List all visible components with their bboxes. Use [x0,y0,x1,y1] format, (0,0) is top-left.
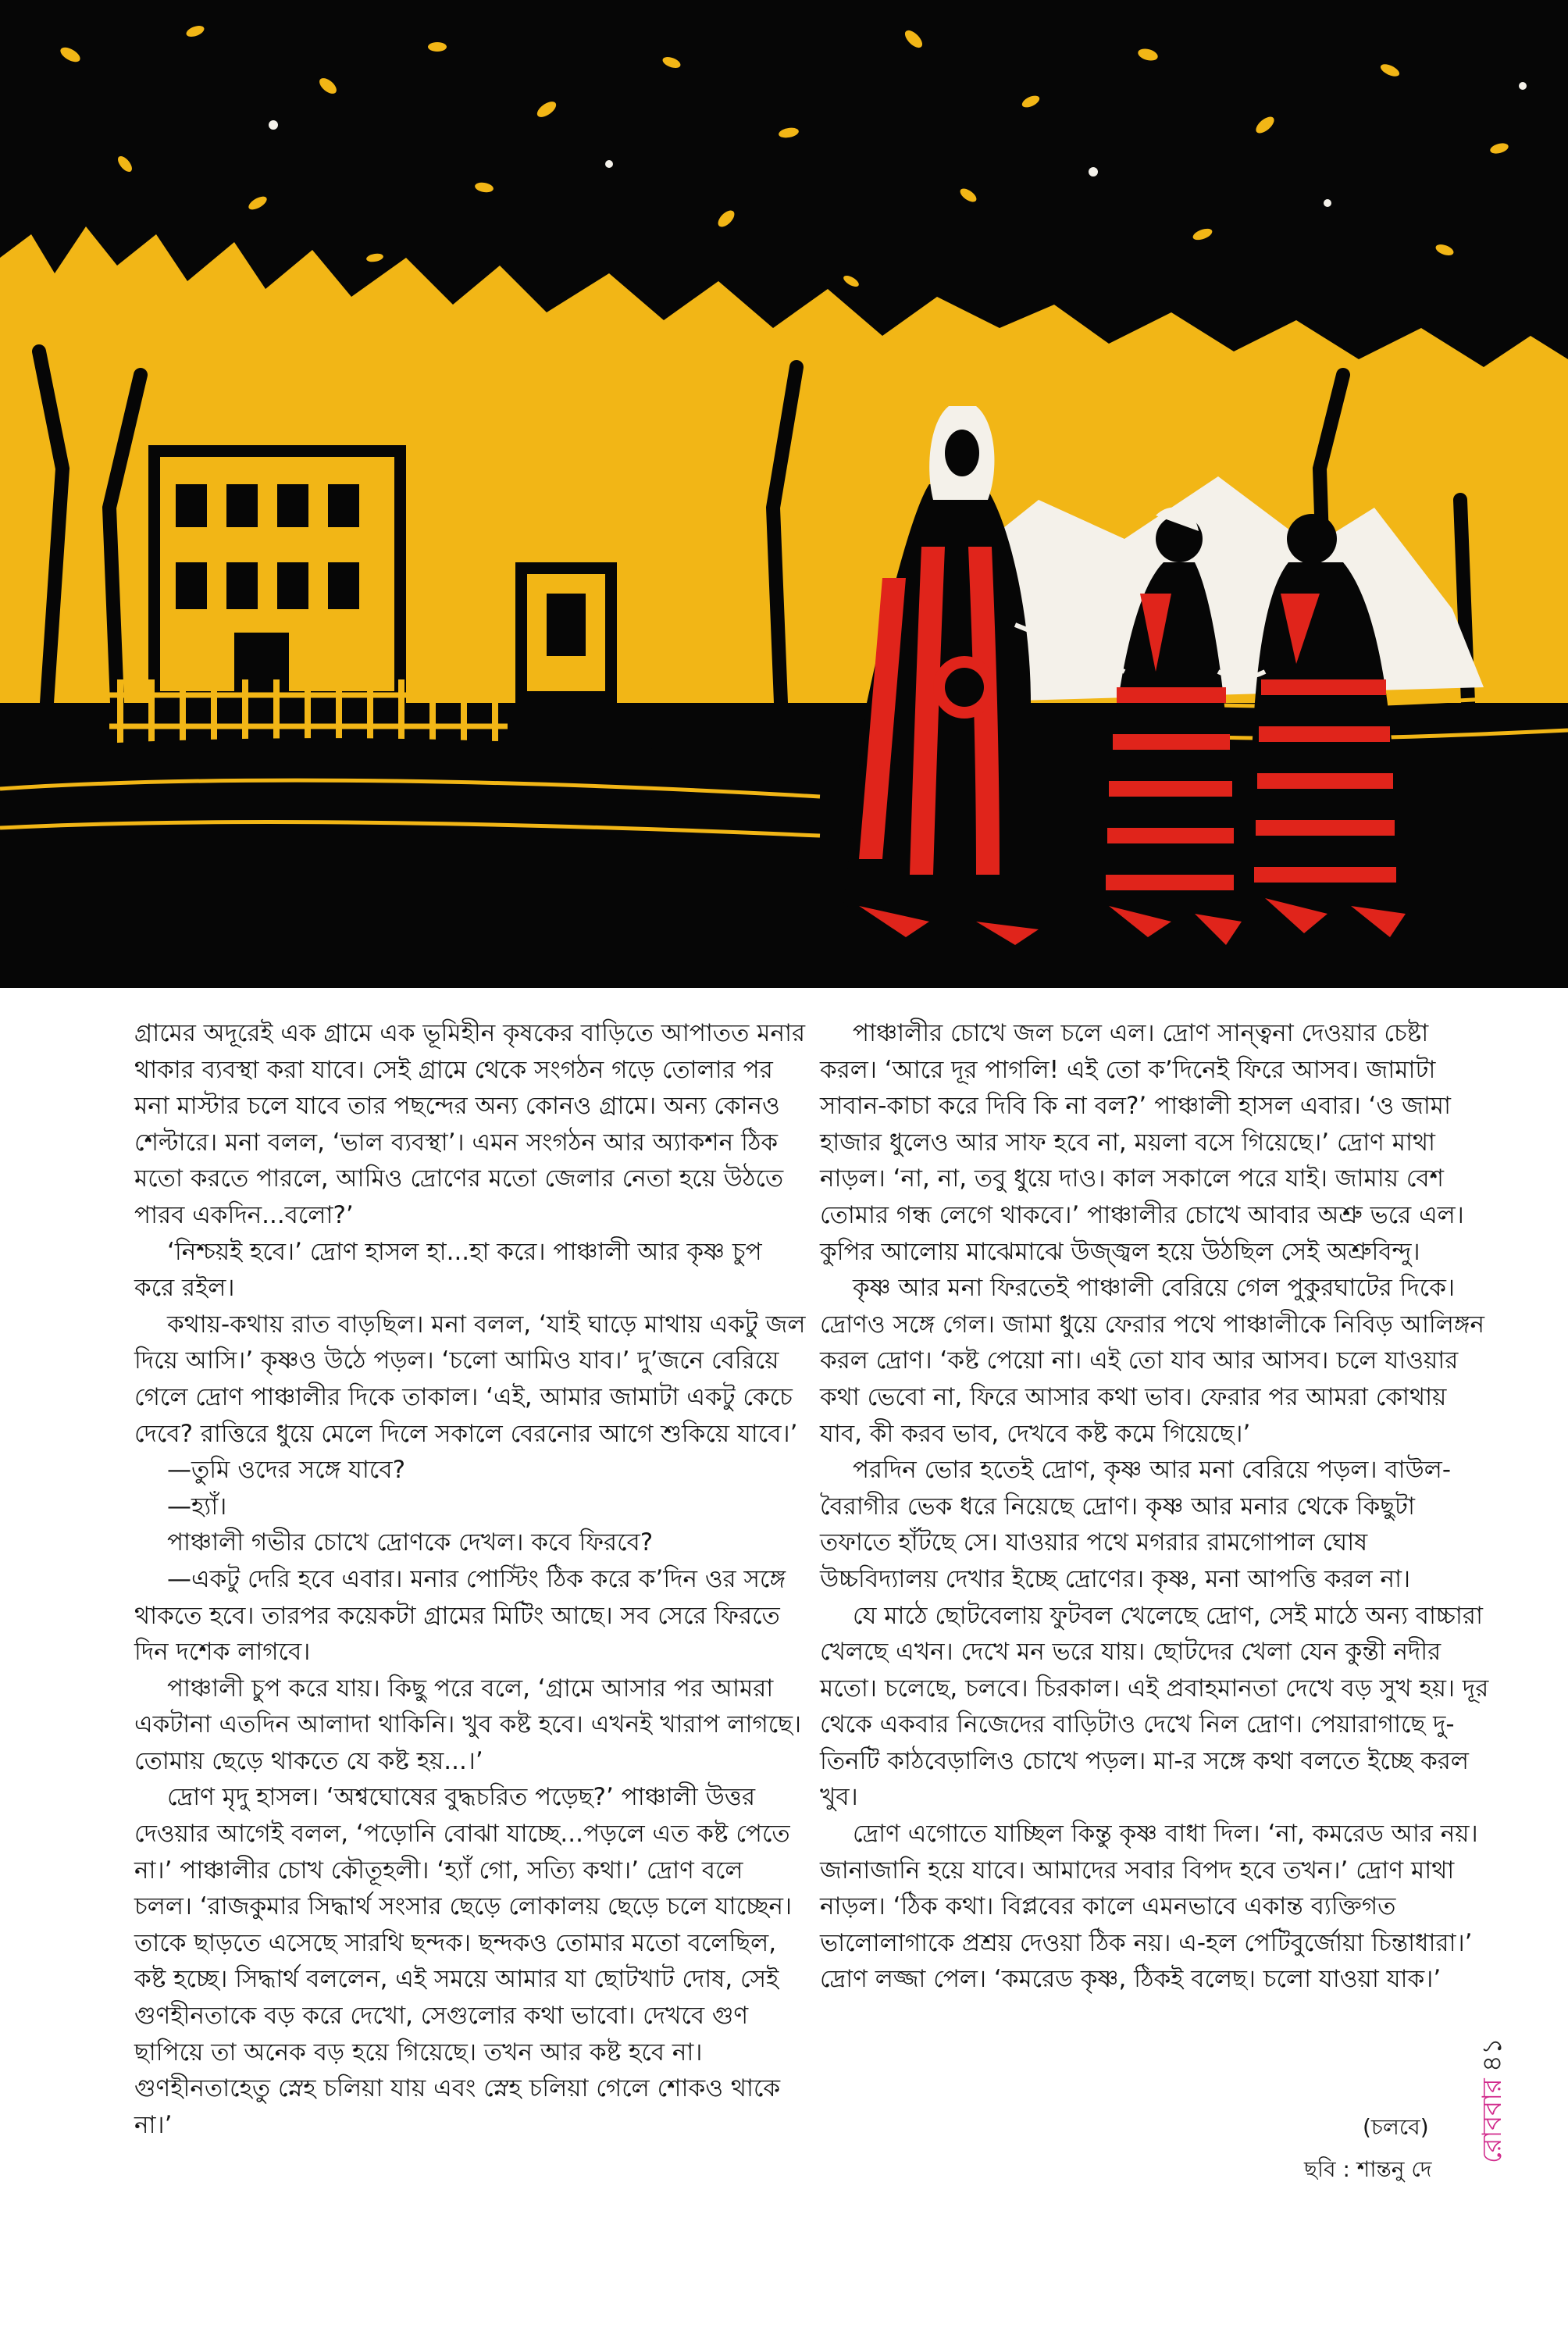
magazine-masthead [1472,2038,1516,2163]
left-text-column [134,1015,806,2143]
paragraph: পরদিন ভোর হতেই দ্রোণ, কৃষ্ণ আর মনা বেরিয়ে পড়ল। বাউল-বৈরাগীর ভেক ধরে নিয়েছে দ্রোণ। কৃষ্ণ আর মনার থেকে কিছুটা তফাতে হাঁটছে সে। যাওয়ার পথে মগরার রামগোপাল ঘোষ উচ্চবিদ্যালয় দেখার ইচ্ছে দ্রোণের। কৃষ্ণ, মনা আপত্তি করল না। [820,1456,1452,1593]
paragraph: —তুমি ওদের সঙ্গে যাবে? [167,1456,406,1485]
paragraph: দ্রোণ এগোতে যাচ্ছিল কিন্তু কৃষ্ণ বাধা দিল। ‘না, কমরেড আর নয়। জানাজানি হয়ে যাবে। আমাদের সবার বিপদ হবে তখন।’ দ্রোণ মাথা নাড়ল। ‘ঠিক কথা। বিপ্লবের কালে এমনভাবে একান্ত ব্যক্তিগত ভালোলাগাকে প্রশ্রয় দেওয়া ঠিক নয়। এ-হল পেটিবুর্জোয়া চিন্তাধারা।’ দ্রোণ লজ্জা পেল। ‘কমরেড কৃষ্ণ, ঠিকই বলেছ। চলো যাওয়া যাক।’ [820,1820,1478,1994]
paragraph: —একটু দেরি হবে এবার। মনার পোস্টিং ঠিক করে ক’দিন ওর সঙ্গে থাকতে হবে। তারপর কয়েকটা গ্রামের মিটিং আছে। সব সেরে ফিরতে দিন দশেক লাগবে। [134,1564,786,1667]
right-text-column [820,1015,1491,1998]
paragraph: কৃষ্ণ আর মনা ফিরতেই পাঞ্চালী বেরিয়ে গেল পুকুরঘাটের দিকে। দ্রোণও সঙ্গে গেল। জামা ধুয়ে ফেরার পথে পাঞ্চালীকে নিবিড় আলিঙ্গন করল দ্রোণ। ‘কষ্ট পেয়ো না। এই তো যাব আর আসব। চলে যাওয়ার কথা ভেবো না, ফিরে আসার কথা ভাব। ফেরার পর আমরা কোথায় যাব, কী করব ভাব, দেখবে কষ্ট কমে গিয়েছে।’ [820,1274,1484,1448]
page-number: ৪১ [1477,2038,1508,2073]
illustration-credit: ছবি : শান্তনু দে [1304,2156,1432,2182]
paragraph: —হ্যাঁ। [167,1492,227,1521]
paragraph: ‘নিশ্চয়ই হবে।’ দ্রোণ হাসল হা...হা করে। পাঞ্চালী আর কৃষ্ণ চুপ করে রইল। [134,1237,762,1303]
paragraph: পাঞ্চালী চুপ করে যায়। কিছু পরে বলে, ‘গ্রামে আসার পর আমরা একটানা এতদিন আলাদা থাকিনি। খুব কষ্ট হবে। এখনই খারাপ লাগছে। তোমায় ছেড়ে থাকতে যে কষ্ট হয়...।’ [134,1674,802,1775]
paragraph: পাঞ্চালী গভীর চোখে দ্রোণকে দেখল। কবে ফিরবে? [167,1528,654,1557]
continued-note: (চলবে) [1363,2114,1429,2140]
paragraph: কথায়-কথায় রাত বাড়ছিল। মনা বলল, ‘যাই ঘাড়ে মাথায় একটু জল দিয়ে আসি।’ কৃষ্ণও উঠে পড়ল। ‘চলো আমিও যাব।’ দু’জনে বেরিয়ে গেলে দ্রোণ পাঞ্চালীর দিকে তাকাল। ‘এই, আমার জামাটা একটু কেচে দেবে? রাত্তিরে ধুয়ে মেলে দিলে সকালে বেরনোর আগে শুকিয়ে যাবে।’ [134,1310,806,1448]
story-illustration [0,0,1568,988]
woodcut-night-village-illustration [0,0,1568,988]
paragraph: যে মাঠে ছোটবেলায় ফুটবল খেলেছে দ্রোণ, সেই মাঠে অন্য বাচ্চারা খেলছে এখন। দেখে মন ভরে যায়। ছোটদের খেলা যেন কুন্তী নদীর মতো। চলেছে, চলবে। চিরকাল। এই প্রবাহমানতা দেখে বড় সুখ হয়। দূর থেকে একবার নিজেদের বাড়িটাও দেখে নিল দ্রোণ। পেয়ারাগাছে দু-তিনটি কাঠবেড়ালিও চোখে পড়ল। মা-র সঙ্গে কথা বলতে ইচ্ছে করল খুব। [820,1601,1489,1812]
paragraph: দ্রোণ মৃদু হাসল। ‘অশ্বঘোষের বুদ্ধচরিত পড়েছ?’ পাঞ্চালী উত্তর দেওয়ার আগেই বলল, ‘পড়োনি বোঝা যাচ্ছে...পড়লে এত কষ্ট পেতে না।’ পাঞ্চালীর চোখ কৌতূহলী। ‘হ্যাঁ গো, সত্যি কথা।’ দ্রোণ বলে চলল। ‘রাজকুমার সিদ্ধার্থ সংসার ছেড়ে লোকালয় ছেড়ে চলে যাচ্ছেন। তাকে ছাড়তে এসেছে সারথি ছন্দক। ছন্দকও তোমার মতো বলেছিল, কষ্ট হচ্ছে। সিদ্ধার্থ বললেন, এই সময়ে আমার যা ছোটখাট দোষ, সেই গুণহীনতাকে বড় করে দেখো, সেগুলোর কথা ভাবো। দেখবে গুণ ছাপিয়ে তা অনেক বড় হয়ে গিয়েছে। তখন আর কষ্ট হবে না। গুণহীনতাহেতু স্নেহ চলিয়া যায় এবং স্নেহ চলিয়া গেলে শোকও থাকে না।’ [134,1783,793,2139]
paragraph: পাঞ্চালীর চোখে জল চলে এল। দ্রোণ সান্ত্বনা দেওয়ার চেষ্টা করল। ‘আরে দূর পাগলি! এই তো ক’দিনেই ফিরে আসব। জামাটা সাবান-কাচা করে দিবি কি না বল?’ পাঞ্চালী হাসল এবার। ‘ও জামা হাজার ধুলেও আর সাফ হবে না, ময়লা বসে গিয়েছে।’ দ্রোণ মাথা নাড়ল। ‘না, না, তবু ধুয়ে দাও। কাল সকালে পরে যাই। জামায় বেশ তোমার গন্ধ লেগে থাকবে।’ পাঞ্চালীর চোখে আবার অশ্রু ভরে এল। কুপির আলোয় মাঝেমাঝে উজ্জ্বল হয়ে উঠছিল সেই অশ্রুবিন্দু। [820,1019,1464,1266]
masthead-name: রোববার [1477,2078,1508,2163]
paragraph: গ্রামের অদূরেই এক গ্রামে এক ভূমিহীন কৃষকের বাড়িতে আপাতত মনার থাকার ব্যবস্থা করা যাবে। সেই গ্রামে থেকে সংগঠন গড়ে তোলার পর মনা মাস্টার চলে যাবে তার পছন্দের অন্য কোনও গ্রামে। অন্য কোনও শেল্টারে। মনা বলল, ‘ভাল ব্যবস্থা’। এমন সংগঠন আর অ্যাকশন ঠিক মতো করতে পারলে, আমিও দ্রোণের মতো জেলার নেতা হয়ে উঠতে পারব একদিন...বলো?’ [134,1019,806,1229]
